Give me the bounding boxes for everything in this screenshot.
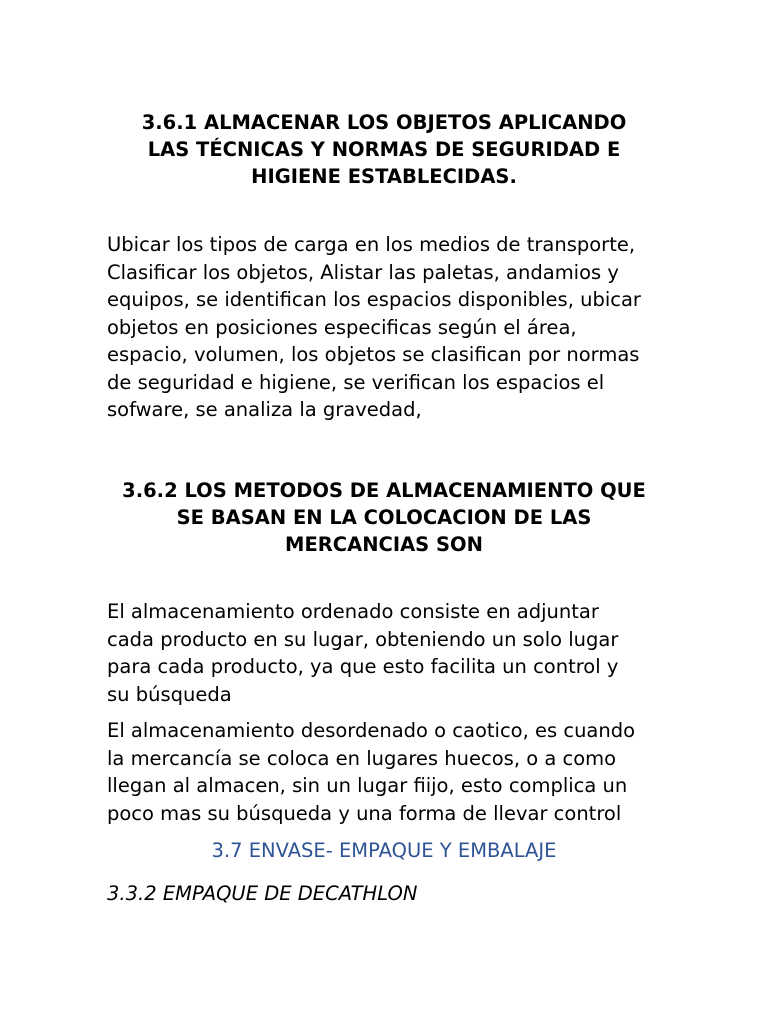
- section-heading-3-7: 3.7 ENVASE- EMPAQUE Y EMBALAJE: [211, 839, 557, 862]
- paragraph-almacenamiento-ordenado: El almacenamiento ordenado consiste en adjuntar cada producto en su lugar, obteniendo un solo lugar para cada producto, ya que esto facilita un control y su búsqueda: [107, 600, 619, 706]
- section-heading-3-6-1: 3.6.1 ALMACENAR LOS OBJETOS APLICANDO LAS TÉCNICAS Y NORMAS DE SEGURIDAD E HIGIENE ESTABLECIDAS.: [141, 111, 627, 188]
- section-heading-3-3-2: 3.3.2 EMPAQUE DE DECATHLON: [107, 882, 418, 905]
- paragraph-almacenamiento-desordenado: El almacenamiento desordenado o caotico, es cuando la mercancía se coloca en lugares huecos, o a como llegan al almacen, sin un lugar fiijo, esto complica un poco mas su búsqueda y una forma de llevar control: [107, 719, 636, 825]
- section-heading-3-6-2: 3.6.2 LOS METODOS DE ALMACENAMIENTO QUE SE BASAN EN LA COLOCACION DE LAS MERCANCIAS SON: [122, 479, 646, 556]
- paragraph-almacenar: Ubicar los tipos de carga en los medios de transporte, Clasificar los objetos, Alistar las paletas, andamios y equipos, se identifican los espacios disponibles, ubicar objetos en posiciones especificas según el área, espacio, volumen, los objetos se clasifican por normas de seguridad e higiene, se verifican los espacios el sofware, se analiza la gravedad,: [107, 233, 641, 421]
